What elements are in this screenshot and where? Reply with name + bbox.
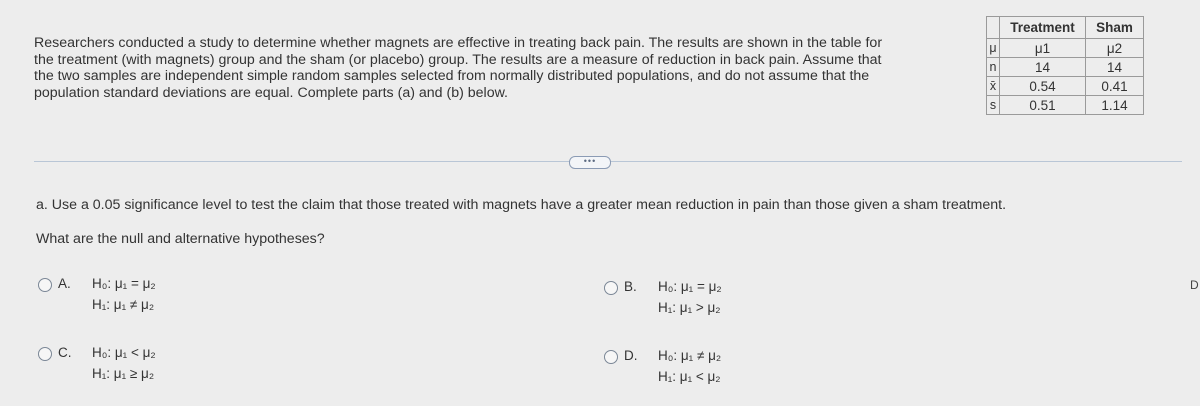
expand-button[interactable]: ••• bbox=[569, 156, 611, 169]
table-row bbox=[987, 39, 1144, 58]
problem-line: Researchers conducted a study to determine whether magnets are effective in treating back pain. The results are shown in the table for bbox=[34, 35, 883, 51]
option-a[interactable] bbox=[38, 276, 238, 316]
row-label: x̄ bbox=[987, 77, 1000, 96]
table-row bbox=[987, 96, 1144, 115]
table-cell: μ1 bbox=[1000, 39, 1086, 58]
table-cell: 0.41 bbox=[1086, 77, 1144, 96]
problem-statement bbox=[34, 35, 974, 101]
alternative-hypothesis: H₁: μ₁ ≠ μ₂ bbox=[92, 297, 155, 312]
alternative-hypothesis: H₁: μ₁ < μ₂ bbox=[658, 369, 721, 384]
option-letter: D. bbox=[624, 348, 638, 363]
option-b[interactable] bbox=[604, 279, 804, 319]
radio-button[interactable] bbox=[38, 347, 52, 361]
table-cell: 14 bbox=[1000, 58, 1086, 77]
problem-line: the treatment (with magnets) group and the sham (or placebo) group. The results are a measure of reduction in back pain. Assume that bbox=[34, 51, 882, 68]
problem-line: the two samples are independent simple random samples selected from normally distributed populations, and do not assume that the bbox=[34, 68, 870, 84]
option-letter: C. bbox=[58, 345, 72, 360]
table-corner bbox=[987, 17, 1000, 39]
column-header-sham: Sham bbox=[1086, 17, 1144, 39]
problem-line: population standard deviations are equal. Complete parts (a) and (b) below. bbox=[34, 84, 508, 101]
radio-button[interactable] bbox=[38, 278, 52, 292]
option-c[interactable] bbox=[38, 345, 238, 385]
table-header-row bbox=[987, 17, 1144, 39]
table-cell: 14 bbox=[1086, 58, 1144, 77]
radio-button[interactable] bbox=[604, 281, 618, 295]
table-row bbox=[987, 77, 1144, 96]
option-letter: A. bbox=[58, 276, 71, 291]
row-label: n bbox=[987, 58, 1000, 77]
alternative-hypothesis: H₁: μ₁ ≥ μ₂ bbox=[92, 366, 155, 381]
row-label: μ bbox=[987, 39, 1000, 58]
table-row bbox=[987, 58, 1144, 77]
table-cell: μ2 bbox=[1086, 39, 1144, 58]
question-prompt: What are the null and alternative hypotheses? bbox=[36, 231, 325, 247]
table-cell: 1.14 bbox=[1086, 96, 1144, 115]
radio-button[interactable] bbox=[604, 350, 618, 364]
table-cell: 0.54 bbox=[1000, 77, 1086, 96]
option-letter: B. bbox=[624, 279, 637, 294]
null-hypothesis: H₀: μ₁ ≠ μ₂ bbox=[658, 348, 722, 363]
column-header-treatment: Treatment bbox=[1000, 17, 1086, 39]
null-hypothesis: H₀: μ₁ < μ₂ bbox=[92, 345, 156, 360]
row-label: s bbox=[987, 96, 1000, 115]
table-cell: 0.51 bbox=[1000, 96, 1086, 115]
null-hypothesis: H₀: μ₁ = μ₂ bbox=[658, 279, 722, 294]
alternative-hypothesis: H₁: μ₁ > μ₂ bbox=[658, 300, 721, 315]
null-hypothesis: H₀: μ₁ = μ₂ bbox=[92, 276, 156, 291]
option-d[interactable] bbox=[604, 348, 804, 388]
question-part-a: a. Use a 0.05 significance level to test the claim that those treated with magnets have a greater mean reduction in pain than those given a sham treatment. bbox=[36, 197, 1007, 213]
data-table bbox=[986, 16, 1144, 115]
clipped-edge-text: D bbox=[1190, 278, 1199, 292]
